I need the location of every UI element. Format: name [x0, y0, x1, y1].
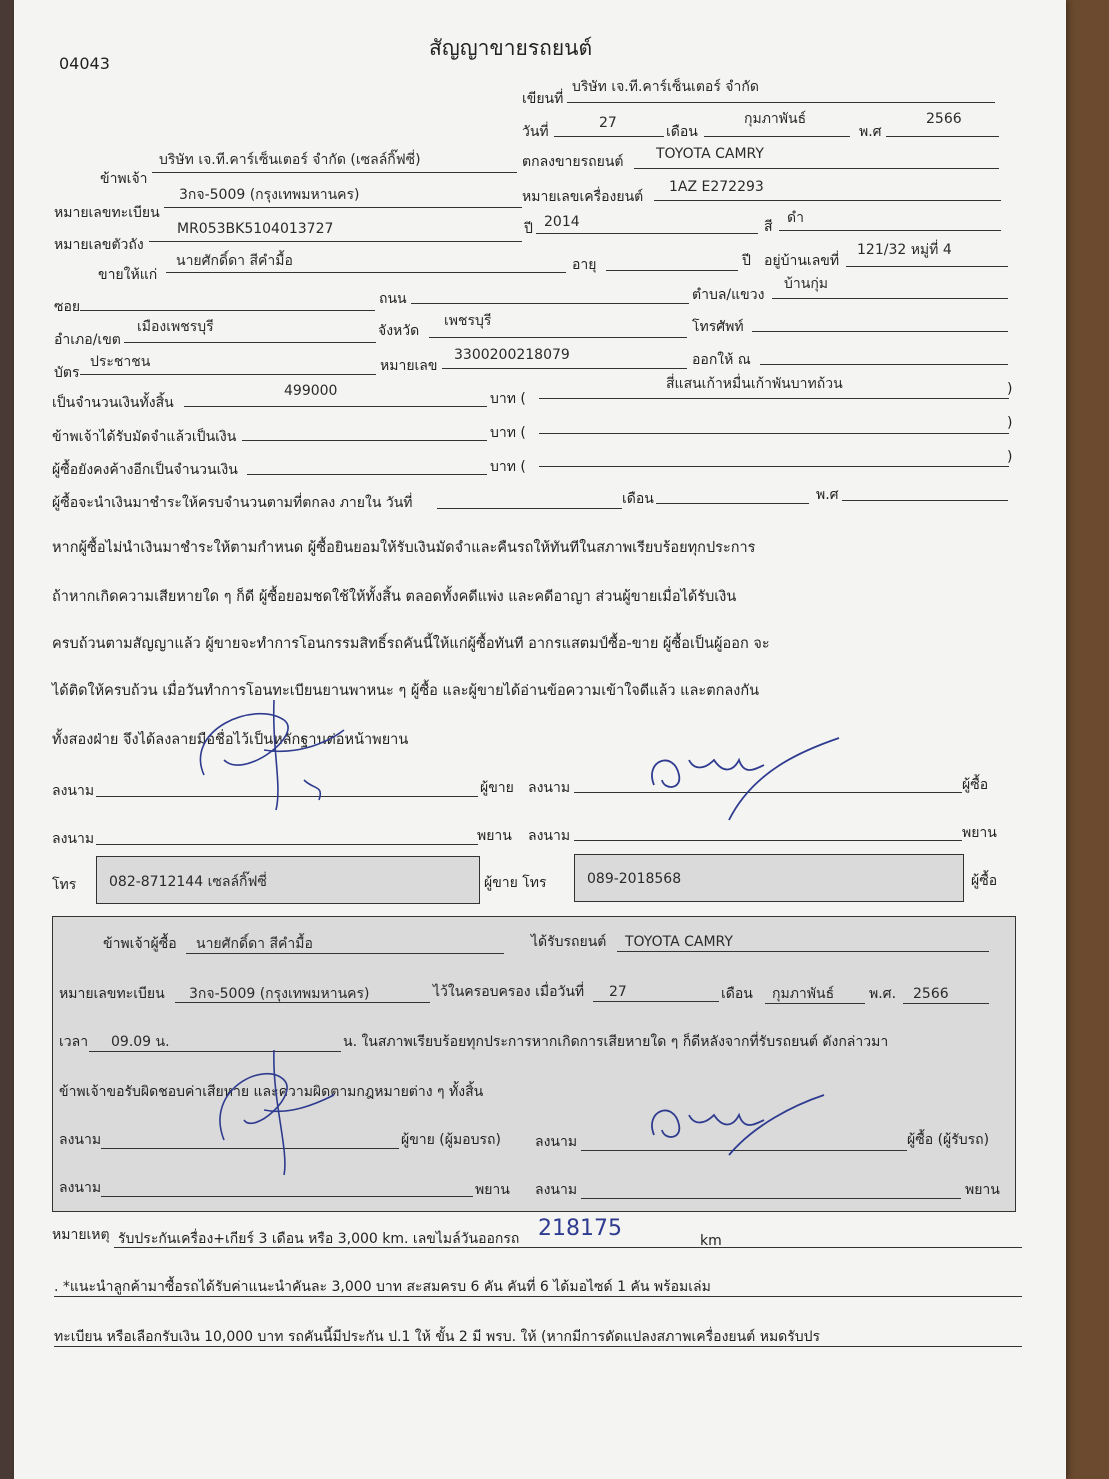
- line: [617, 951, 989, 952]
- receipt-month: กุมภาพันธ์: [772, 986, 835, 1002]
- note-line-1: รับประกันเครื่อง+เกียร์ 3 เดือน หรือ 3,000 km. เลขไมล์วันออกรถ: [118, 1231, 520, 1247]
- line: [567, 102, 995, 103]
- pay-month-label: เดือน: [622, 491, 654, 507]
- buyer-phone-box: [574, 854, 964, 902]
- line: [80, 310, 375, 311]
- line: [772, 298, 1008, 299]
- witness-role: พยาน: [477, 828, 512, 844]
- receipt-reg: 3กจ-5009 (กรุงเทพมหานคร): [189, 986, 370, 1002]
- chassis-value: MR053BK5104013727: [177, 221, 334, 237]
- receipt-seller-role: ผู้ขาย (ผู้มอบรถ): [401, 1132, 501, 1148]
- close-paren: ): [1007, 415, 1013, 431]
- tel-label: โทร: [52, 877, 77, 893]
- subdistrict-value: บ้านกุ่ม: [784, 276, 829, 292]
- contract-page: [14, 0, 1066, 1479]
- seller-receipt-signature: [194, 1040, 354, 1180]
- close-paren: ): [1007, 449, 1013, 465]
- color-value: ดำ: [787, 210, 804, 226]
- sign-label: ลงนาม: [52, 831, 95, 847]
- line: [539, 466, 1009, 467]
- subdistrict-label: ตำบล/แขวง: [692, 287, 765, 303]
- terms-line: หากผู้ซื้อไม่นำเงินมาชำระให้ตามกำหนด ผู้ซื้อยินยอมให้รับเงินมัดจำและคืนรถให้ทันทีในสภาพเรียบร้อยทุกประการ: [52, 540, 756, 556]
- line: [581, 1198, 961, 1199]
- card-no-value: 3300200218079: [454, 347, 570, 363]
- line: [152, 172, 517, 173]
- line: [842, 500, 1008, 501]
- buyer-value: นายศักดิ์ดา สีคำมื้อ: [176, 253, 293, 269]
- page-title: สัญญาขายรถยนต์: [429, 36, 593, 60]
- line: [242, 440, 487, 441]
- line: [186, 953, 504, 954]
- sign-label: ลงนาม: [528, 780, 571, 796]
- km-label: km: [700, 1233, 722, 1249]
- line: [442, 368, 687, 369]
- buyer-receipt-signature: [634, 1090, 834, 1160]
- total-value: 499000: [284, 383, 338, 399]
- buyer-signature: [634, 730, 854, 830]
- terms-line: ถ้าหากเกิดความเสียหายใด ๆ ก็ดี ผู้ซื้อยอมชดใช้ให้ทั้งสิ้น ตลอดทั้งคดีแพ่ง และคดีอาญา ส่วนผู้ขายเมื่อได้รับเงิน: [52, 589, 737, 605]
- witness-role: พยาน: [962, 825, 997, 841]
- issued-label: ออกให้ ณ: [692, 352, 751, 368]
- responsibility: ข้าพเจ้าขอรับผิดชอบค่าเสียหาย และความผิดตามกฎหมายต่าง ๆ ทั้งสิ้น: [59, 1084, 484, 1100]
- witness-role: พยาน: [965, 1182, 1000, 1198]
- receipt-reg-label: หมายเลขทะเบียน: [59, 986, 165, 1002]
- note-line-3: ทะเบียน หรือเลือกรับเงิน 10,000 บาท รถคันนี้มีประกัน ป.1 ให้ ขั้น 2 มี พรบ. ให้ (หากมีการดัดแปลงสภาพเครื่องยนต์ หมดรับปร: [54, 1329, 821, 1345]
- reg-value: 3กจ-5009 (กรุงเทพมหานคร): [179, 187, 360, 203]
- line: [54, 1296, 1022, 1297]
- line: [654, 200, 1001, 201]
- card-no-label: หมายเลข: [380, 358, 438, 374]
- seller-value: บริษัท เจ.ที.คาร์เซ็นเตอร์ จำกัด (เซลล์กิ๊ฟซี่): [159, 152, 421, 168]
- sign-label: ลงนาม: [59, 1132, 102, 1148]
- month-value: กุมภาพันธ์: [744, 111, 807, 127]
- line: [656, 503, 809, 504]
- mileage-value: 218175: [538, 1216, 622, 1241]
- day-value: 27: [599, 115, 617, 131]
- buyer-role: ผู้ซื้อ: [962, 777, 989, 793]
- reg-label: หมายเลขทะเบียน: [54, 205, 160, 221]
- year-value: 2566: [926, 111, 962, 127]
- year-label: พ.ศ: [859, 124, 882, 140]
- seller-role: ผู้ขาย: [480, 780, 514, 796]
- receipt-year-label: พ.ศ.: [869, 986, 897, 1002]
- soi-label: ซอย: [54, 299, 81, 315]
- buyer-phone: 089-2018568: [587, 871, 682, 887]
- age-unit: ปี: [742, 253, 751, 269]
- line: [101, 1196, 473, 1197]
- receipt-buyer-role: ผู้ซื้อ (ผู้รับรถ): [907, 1132, 990, 1148]
- terms-line: ครบถ้วนตามสัญญาแล้ว ผู้ขายจะทำการโอนกรรมสิทธิ์รถคันนี้ให้แก่ผู้ซื้อทันที อากรแสตมป์ซื้อ-ขาย ผู้ซื้อเป็นผู้ออก จะ: [52, 636, 770, 652]
- line: [149, 241, 522, 242]
- written-at-value: บริษัท เจ.ที.คาร์เซ็นเตอร์ จำกัด: [572, 79, 759, 95]
- line: [765, 1003, 865, 1004]
- house-value: 121/32 หมู่ที่ 4: [857, 242, 952, 258]
- line: [536, 233, 758, 234]
- buyer-tel-suffix: ผู้ซื้อ: [971, 873, 998, 889]
- road-label: ถนน: [379, 291, 407, 307]
- receipt-time: 09.09 น.: [111, 1034, 170, 1050]
- pay-year-label: พ.ศ: [816, 487, 839, 503]
- line: [704, 136, 850, 137]
- owed-label: ผู้ซื้อยังคงค้างอีกเป็นจำนวนเงิน: [52, 462, 238, 478]
- color-label: สี: [764, 219, 773, 235]
- line: [247, 474, 487, 475]
- time-label: เวลา: [59, 1034, 89, 1050]
- sign-label: ลงนาม: [528, 828, 571, 844]
- deposit-label: ข้าพเจ้าได้รับมัดจำแล้วเป็นเงิน: [52, 429, 237, 445]
- doc-number: 04043: [59, 54, 110, 73]
- line: [80, 374, 376, 375]
- receipt-buyer: นายศักดิ์ดา สีคำมื้อ: [196, 936, 313, 952]
- line: [539, 398, 1009, 399]
- district-label: อำเภอ/เขต: [54, 332, 121, 348]
- note-label: หมายเหตุ: [52, 1227, 110, 1243]
- line: [760, 364, 1008, 365]
- line: [437, 508, 622, 509]
- written-at-label: เขียนที่: [522, 91, 564, 107]
- i-label: ข้าพเจ้า: [100, 171, 148, 187]
- receipt-year: 2566: [913, 986, 949, 1002]
- phone-label: โทรศัพท์: [692, 319, 744, 335]
- line: [539, 433, 1009, 434]
- car-value: TOYOTA CAMRY: [656, 146, 764, 162]
- model-year-label: ปี: [524, 221, 533, 237]
- date-label: วันที่: [522, 124, 549, 140]
- witness-role: พยาน: [475, 1182, 510, 1198]
- line: [779, 230, 1001, 231]
- line: [574, 840, 962, 841]
- receipt-buyer-label: ข้าพเจ้าผู้ซื้อ: [103, 936, 177, 952]
- line: [429, 337, 687, 338]
- district-value: เมืองเพชรบุรี: [137, 319, 214, 335]
- sign-label: ลงนาม: [52, 783, 95, 799]
- house-label: อยู่บ้านเลขที่: [764, 253, 840, 269]
- total-label: เป็นจำนวนเงินทั้งสิ้น: [52, 395, 174, 411]
- line: [903, 1003, 989, 1004]
- line: [114, 1247, 1022, 1248]
- held-label: ไว้ในครอบครอง เมื่อวันที่: [433, 984, 585, 1000]
- age-label: อายุ: [572, 257, 597, 273]
- month-label: เดือน: [666, 124, 698, 140]
- receipt-month-label: เดือน: [721, 986, 753, 1002]
- line: [166, 272, 566, 273]
- sign-label: ลงนาม: [535, 1182, 578, 1198]
- receipt-day: 27: [609, 984, 627, 1000]
- terms-line: ทั้งสองฝ่าย จึงได้ลงลายมือชื่อไว้เป็นหลักฐานต่อหน้าพยาน: [52, 732, 409, 748]
- terms-line: ได้ติดให้ครบถ้วน เมื่อวันทำการโอนทะเบียนยานพาหนะ ๆ ผู้ซื้อ และผู้ขายได้อ่านข้อความเข้าใจดีแล้ว และตกลงกัน: [52, 683, 760, 699]
- engine-value: 1AZ E272293: [669, 179, 764, 195]
- seller-signature: [164, 690, 364, 820]
- chassis-label: หมายเลขตัวถัง: [54, 237, 144, 253]
- line: [96, 844, 478, 845]
- card-value: ประชาชน: [90, 354, 151, 370]
- note-line-2: . *แนะนำลูกค้ามาซื้อรถได้รับค่าแนะนำคันละ 3,000 บาท สะสมครบ 6 คัน คันที่ 6 ได้มอไซด์ 1 คัน พร้อมเล่ม: [54, 1279, 711, 1295]
- line: [411, 303, 689, 304]
- card-label: บัตร: [54, 365, 80, 381]
- total-words: สี่แสนเก้าหมื่นเก้าพันบาทถ้วน: [666, 376, 843, 392]
- sign-label: ลงนาม: [535, 1134, 578, 1150]
- line: [124, 342, 376, 343]
- pay-label: ผู้ซื้อจะนำเงินมาชำระให้ครบจำนวนตามที่ตกลง ภายใน วันที่: [52, 495, 413, 511]
- agree-label: ตกลงขายรถยนต์: [522, 154, 624, 170]
- time-suffix: น. ในสภาพเรียบร้อยทุกประการหากเกิดการเสียหายใด ๆ ก็ดีหลังจากที่รับรถยนต์ ดังกล่าวมา: [343, 1034, 889, 1050]
- close-paren: ): [1007, 381, 1013, 397]
- line: [593, 1001, 719, 1002]
- seller-phone: 082-8712144 เซลล์กิ๊ฟซี่: [109, 874, 267, 890]
- line: [164, 207, 522, 208]
- line: [54, 1346, 1022, 1347]
- line: [184, 406, 487, 407]
- baht-label: บาท (: [490, 459, 526, 475]
- seller-tel-suffix: ผู้ขาย โทร: [484, 875, 547, 891]
- line: [752, 331, 1008, 332]
- province-label: จังหวัด: [378, 323, 420, 339]
- province-value: เพชรบุรี: [444, 313, 492, 329]
- line: [175, 1002, 430, 1003]
- line: [634, 168, 999, 169]
- line: [886, 136, 999, 137]
- line: [846, 266, 1008, 267]
- baht-label: บาท (: [490, 425, 526, 441]
- model-year-value: 2014: [544, 214, 580, 230]
- sign-label: ลงนาม: [59, 1180, 102, 1196]
- line: [606, 270, 738, 271]
- seller-phone-box: [96, 856, 480, 904]
- receipt-car: TOYOTA CAMRY: [625, 934, 733, 950]
- engine-label: หมายเลขเครื่องยนต์: [522, 189, 644, 205]
- line: [554, 136, 664, 137]
- received-label: ได้รับรถยนต์: [531, 934, 607, 950]
- baht-label: บาท (: [490, 391, 526, 407]
- sell-to-label: ขายให้แก่: [98, 267, 158, 283]
